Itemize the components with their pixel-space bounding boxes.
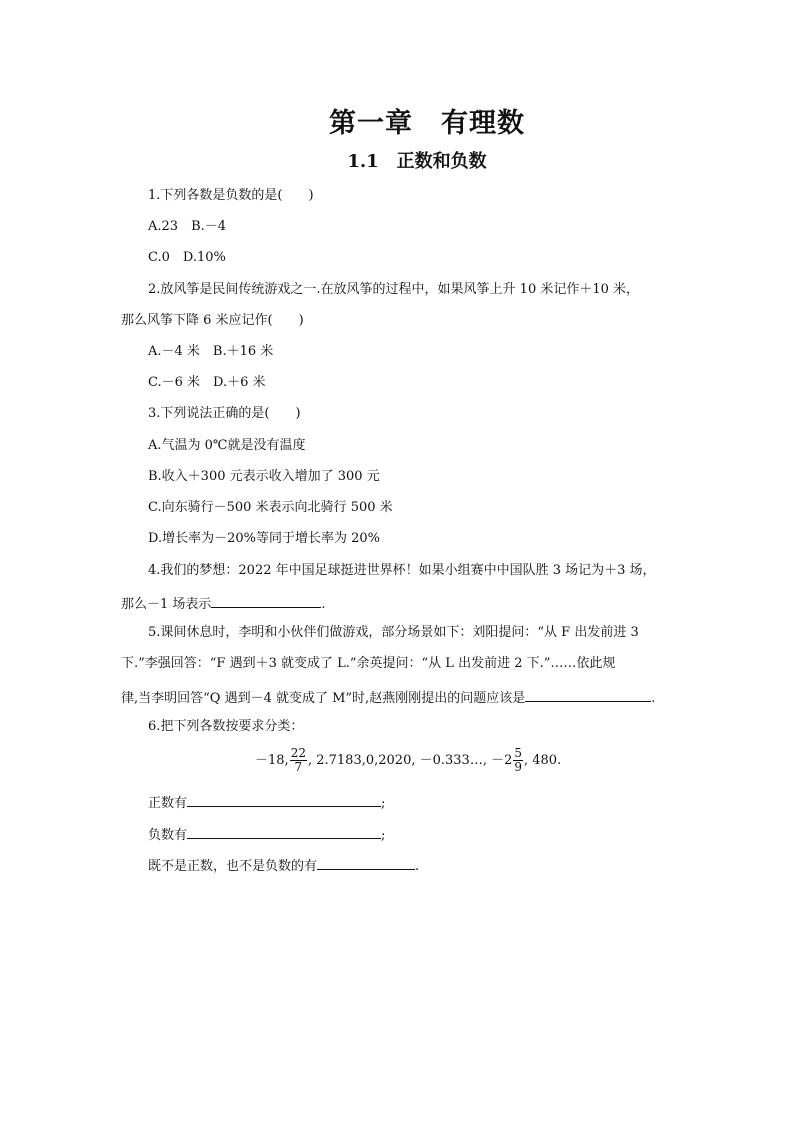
fraction-22-over-7 [290, 747, 307, 774]
period: . [415, 859, 420, 874]
chapter-title: 第一章 有理数 [329, 108, 525, 139]
answer-blank[interactable] [187, 824, 381, 839]
semicolon: ; [381, 796, 386, 811]
question-5-line3 [121, 687, 655, 708]
question-2-stem-line1: 2.放风筝是民间传统游戏之一.在放风筝的过程中，如果风筝上升 10 米记作＋10 米， [148, 282, 640, 297]
fraction-numerator: 22 [290, 746, 306, 760]
question-3-option-c: C.向东骑行－500 米表示向北骑行 500 米 [148, 500, 393, 515]
question-6-stem: 6.把下列各数按要求分类： [148, 719, 304, 734]
answer-blank[interactable] [187, 792, 381, 807]
period: . [321, 597, 326, 612]
answer-blank[interactable] [525, 687, 651, 702]
number-list-part: , 2.7183,0,2020, －0.333…, －2 [307, 753, 513, 768]
semicolon: ; [381, 828, 386, 843]
number-list-part: －18, [255, 753, 289, 768]
negative-numbers-line [148, 824, 385, 845]
question-1-stem: 1.下列各数是负数的是( ) [148, 188, 314, 203]
fraction-5-over-9 [513, 747, 523, 774]
question-2-stem-line2: 那么风筝下降 6 米应记作( ) [121, 313, 304, 328]
answer-blank[interactable] [317, 855, 415, 870]
section-title: 1.1 正数和负数 [347, 151, 487, 172]
question-2-options-cd: C.－6 米 D.＋6 米 [148, 375, 266, 390]
period: . [651, 691, 656, 706]
number-list-part: , 480. [524, 753, 562, 768]
neither-label: 既不是正数，也不是负数的有 [148, 859, 318, 874]
question-4-line1: 4.我们的梦想：2022 年中国足球挺进世界杯！如果小组赛中中国队胜 3 场记为＋3 场， [148, 563, 656, 578]
fraction-numerator: 5 [514, 746, 522, 760]
question-6-number-list [255, 747, 561, 775]
answer-blank[interactable] [211, 593, 321, 608]
question-3-stem: 3.下列说法正确的是( ) [148, 406, 301, 421]
question-4-line2-text: 那么－1 场表示 [121, 597, 212, 612]
question-5-line3-text: 律,当李明回答“Q 遇到－4 就变成了 M”时,赵燕刚刚提出的问题应该是 [121, 691, 526, 706]
question-4-line2 [121, 593, 326, 614]
question-5-line2: 下.”李强回答：“F 遇到＋3 就变成了 L.”余英提问：“从 L 出发前进 2 下.”……依此规 [121, 656, 616, 671]
positive-label: 正数有 [148, 796, 188, 811]
question-3-option-a: A.气温为 0℃就是没有温度 [148, 438, 306, 453]
neither-numbers-line [148, 855, 419, 876]
fraction-denominator: 7 [294, 760, 303, 774]
question-2-options-ab: A.－4 米 B.＋16 米 [148, 344, 274, 359]
negative-label: 负数有 [148, 828, 188, 843]
fraction-denominator: 9 [514, 760, 522, 774]
question-1-options-ab: A.23 B.－4 [148, 219, 227, 234]
question-1-options-cd: C.0 D.10% [148, 250, 226, 265]
question-5-line1: 5.课间休息时，李明和小伙伴们做游戏，部分场景如下：刘阳提问：“从 F 出发前进 3 [148, 625, 639, 640]
positive-numbers-line [148, 792, 385, 813]
question-3-option-b: B.收入＋300 元表示收入增加了 300 元 [148, 469, 380, 484]
question-3-option-d: D.增长率为－20%等同于增长率为 20% [148, 531, 381, 546]
